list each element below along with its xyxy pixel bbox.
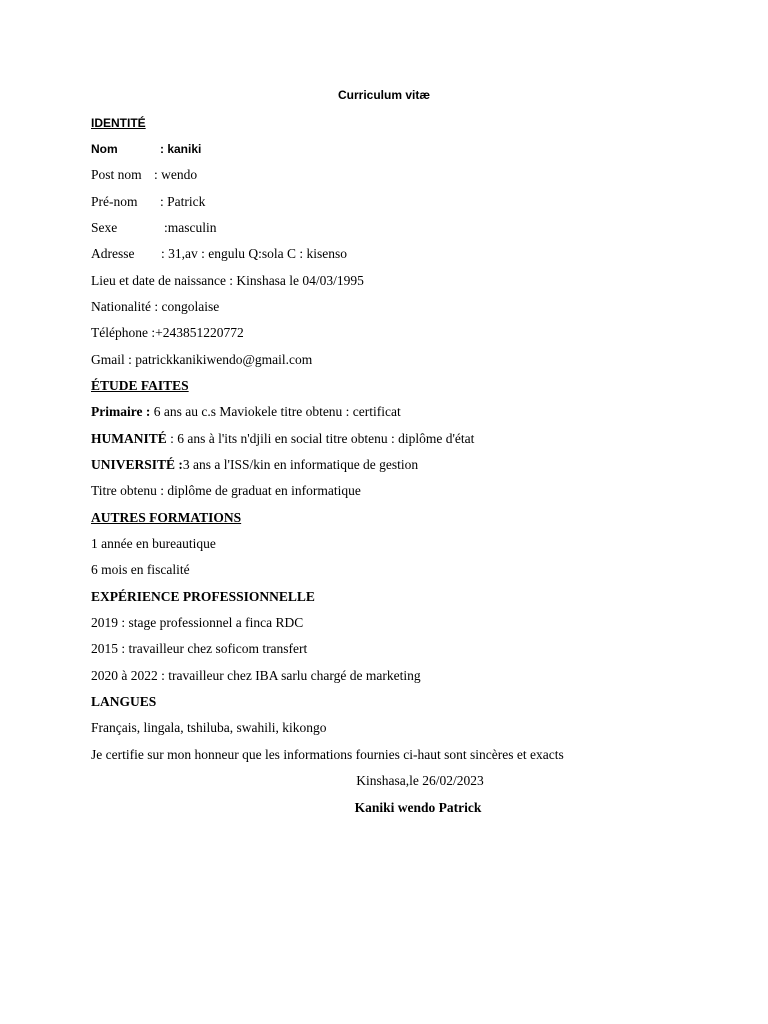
formation-item: 1 année en bureautique bbox=[91, 536, 216, 551]
adresse-value: : 31,av : engulu Q:sola C : kisenso bbox=[161, 246, 347, 261]
studies-heading: ÉTUDE FAITES bbox=[91, 378, 189, 393]
experience-item: 2020 à 2022 : travailleur chez IBA sarlu chargé de marketing bbox=[91, 668, 421, 683]
signature-name: Kaniki wendo Patrick bbox=[354, 800, 482, 815]
universite-row bbox=[91, 456, 418, 474]
universite-text: 3 ans a l'ISS/kin en informatique de gestion bbox=[182, 457, 419, 472]
experience-heading: EXPÉRIENCE PROFESSIONNELLE bbox=[91, 589, 315, 604]
certification-line: Je certifie sur mon honneur que les informations fournies ci-haut sont sincères et exacts bbox=[91, 747, 564, 762]
gmail-line: Gmail : patrickkanikiwendo@gmail.com bbox=[91, 352, 313, 367]
birth-line: Lieu et date de naissance : Kinshasa le 04/03/1995 bbox=[91, 273, 364, 288]
humanite-label: HUMANITÉ bbox=[91, 431, 167, 446]
postnom-label: Post nom bbox=[91, 167, 142, 182]
nationality-line: Nationalité : congolaise bbox=[91, 299, 220, 314]
adresse-row bbox=[91, 245, 347, 263]
postnom-value: : wendo bbox=[154, 167, 198, 182]
adresse-label: Adresse bbox=[91, 246, 135, 261]
formations-heading: AUTRES FORMATIONS bbox=[91, 510, 242, 525]
nom-label: Nom bbox=[91, 142, 118, 156]
document-title: Curriculum vitæ bbox=[337, 88, 430, 102]
langues-heading: LANGUES bbox=[91, 694, 157, 709]
langues-line: Français, lingala, tshiluba, swahili, kikongo bbox=[91, 720, 327, 735]
experience-item: 2015 : travailleur chez soficom transfert bbox=[91, 641, 308, 656]
formation-item: 6 mois en fiscalité bbox=[91, 562, 190, 577]
universite-label: UNIVERSITÉ : bbox=[91, 457, 183, 472]
primaire-label: Primaire : bbox=[91, 404, 151, 419]
phone-line: Téléphone :+243851220772 bbox=[91, 325, 244, 340]
sexe-row bbox=[91, 219, 217, 237]
experience-item: 2019 : stage professionnel a finca RDC bbox=[91, 615, 304, 630]
place-date: Kinshasa,le 26/02/2023 bbox=[356, 773, 484, 788]
nom-value: : kaniki bbox=[160, 142, 202, 156]
humanite-row bbox=[91, 430, 474, 448]
postnom-row bbox=[91, 166, 197, 184]
primaire-row bbox=[91, 403, 401, 421]
titre-line: Titre obtenu : diplôme de graduat en informatique bbox=[91, 483, 361, 498]
prenom-row bbox=[91, 193, 205, 211]
prenom-label: Pré-nom bbox=[91, 194, 138, 209]
nom-row bbox=[91, 140, 201, 158]
sexe-value: :masculin bbox=[164, 220, 217, 235]
prenom-value: : Patrick bbox=[160, 194, 206, 209]
primaire-text: 6 ans au c.s Maviokele titre obtenu : certificat bbox=[150, 404, 401, 419]
sexe-label: Sexe bbox=[91, 220, 118, 235]
humanite-text: : 6 ans à l'its n'djili en social titre obtenu : diplôme d'état bbox=[166, 431, 475, 446]
identity-heading: IDENTITÉ bbox=[91, 116, 146, 130]
